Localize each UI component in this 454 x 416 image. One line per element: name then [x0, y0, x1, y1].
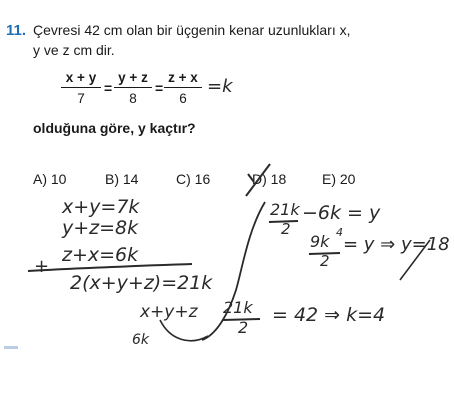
- cross-out: [400, 240, 430, 280]
- option-value: 20: [339, 171, 356, 187]
- loop-curve: [160, 320, 208, 341]
- fraction-bar: [114, 87, 152, 88]
- hw-final: = 42 ⇒ k=4: [272, 304, 386, 326]
- hw-right1-num: 21k: [270, 200, 300, 219]
- equals-sign-2: =: [155, 80, 164, 96]
- hw-right2-num: 9k: [310, 232, 330, 251]
- hw-curves: [150, 190, 450, 350]
- option-letter: E): [322, 171, 336, 187]
- hw-line2: y+z=8k: [62, 217, 139, 239]
- hw-right2-sup: 4: [336, 226, 343, 239]
- option-value: 18: [270, 171, 287, 187]
- option-letter: B): [105, 171, 119, 187]
- option-value: 14: [122, 171, 139, 187]
- fraction-numerator: z + x: [168, 70, 198, 85]
- hw-fraction-den: 2: [238, 318, 249, 337]
- hw-sum: 2(x+y+z)=21k: [70, 272, 213, 294]
- option-a[interactable]: [33, 171, 66, 187]
- fraction-yz: [114, 70, 152, 106]
- fraction-denominator: 7: [77, 91, 85, 106]
- equals-sign-1: =: [104, 80, 113, 96]
- hw-right1-den: 2: [281, 220, 291, 238]
- hw-plus: +: [34, 256, 50, 277]
- fraction-numerator: x + y: [65, 70, 97, 85]
- fraction-xy: [61, 70, 101, 106]
- hw-6k: 6k: [132, 332, 150, 348]
- hw-xyz: x+y+z: [140, 302, 198, 322]
- handwritten-equals-k: =k: [207, 76, 233, 97]
- option-letter: A): [33, 171, 47, 187]
- option-value: 16: [194, 171, 211, 187]
- hw-fraction-num: 21k: [223, 298, 253, 317]
- fraction-zx: [164, 70, 202, 106]
- tick-mark: [248, 174, 254, 182]
- fraction-denominator: 8: [129, 91, 137, 106]
- long-curve: [202, 202, 265, 340]
- hw-right2-rest: = y ⇒ y=18: [343, 234, 450, 255]
- question-number: 11.: [6, 22, 27, 39]
- hw-right1-rest: −6k = y: [302, 202, 381, 224]
- option-letter: D): [252, 171, 267, 187]
- option-letter: C): [176, 171, 191, 187]
- question-stem-line2: y ve z cm dir.: [33, 42, 115, 58]
- fraction-bar: [164, 87, 202, 88]
- option-e[interactable]: [322, 171, 355, 187]
- fraction-bar: [61, 87, 101, 88]
- option-b[interactable]: [105, 171, 138, 187]
- hw-right2-den: 2: [320, 252, 330, 270]
- option-c[interactable]: [176, 171, 210, 187]
- option-value: 10: [50, 171, 67, 187]
- page-dot: [4, 346, 18, 349]
- hw-line3: z+x=6k: [62, 244, 139, 266]
- hw-line1: x+y=7k: [62, 196, 140, 218]
- fraction-denominator: 6: [179, 91, 187, 106]
- question-stem-line1: Çevresi 42 cm olan bir üçgenin kenar uzunlukları x,: [33, 22, 351, 38]
- fraction-numerator: y + z: [118, 70, 148, 85]
- question-condition: olduğuna göre, y kaçtır?: [33, 120, 196, 136]
